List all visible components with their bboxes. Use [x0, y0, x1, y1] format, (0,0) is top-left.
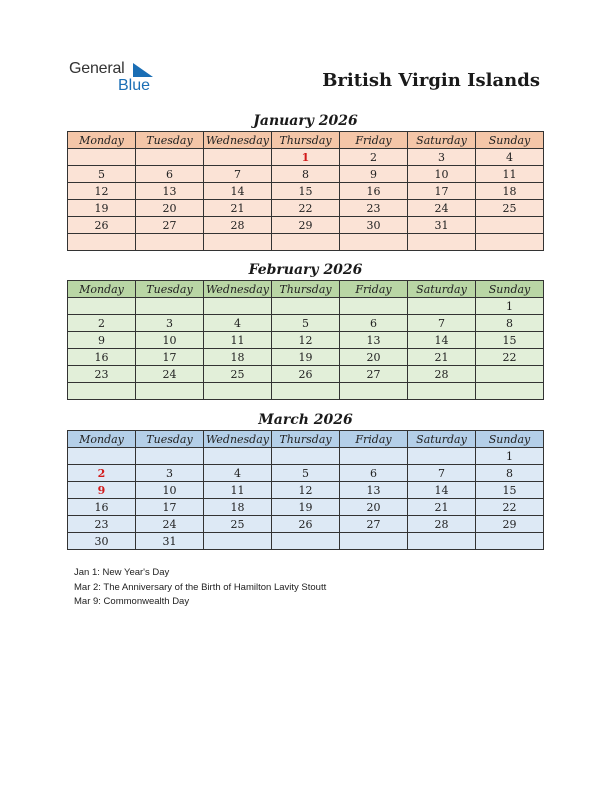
weekday-header: Monday [68, 431, 136, 448]
weekday-header: Thursday [272, 431, 340, 448]
day-cell: 13 [340, 332, 408, 349]
day-cell: 27 [340, 366, 408, 383]
holiday-note: Mar 2: The Anniversary of the Birth of Hamilton Lavity Stoutt [74, 581, 327, 593]
weekday-header: Sunday [476, 431, 544, 448]
day-cell: 16 [68, 499, 136, 516]
day-cell: 12 [272, 332, 340, 349]
day-cell: 25 [204, 516, 272, 533]
week-row [68, 234, 544, 251]
day-cell: 6 [340, 315, 408, 332]
day-cell [476, 234, 544, 251]
day-cell: 28 [408, 366, 476, 383]
day-cell: 13 [136, 183, 204, 200]
weekday-header: Tuesday [136, 281, 204, 298]
day-cell: 18 [476, 183, 544, 200]
day-cell: 27 [340, 516, 408, 533]
weekday-header: Thursday [272, 132, 340, 149]
day-cell [68, 448, 136, 465]
week-row [68, 298, 544, 315]
day-cell: 17 [136, 349, 204, 366]
weekday-header: Friday [340, 431, 408, 448]
day-cell [476, 533, 544, 550]
calendar-table [67, 430, 544, 550]
day-cell: 4 [204, 465, 272, 482]
month-title: February 2026 [248, 262, 363, 278]
weekday-header-row [68, 281, 544, 298]
day-cell: 23 [340, 200, 408, 217]
day-cell: 5 [272, 465, 340, 482]
day-cell [408, 448, 476, 465]
day-cell: 25 [204, 366, 272, 383]
holiday-notes [74, 566, 326, 610]
day-cell: 10 [136, 332, 204, 349]
day-cell: 7 [408, 315, 476, 332]
week-row [68, 349, 544, 366]
day-cell: 10 [136, 482, 204, 499]
day-cell: 18 [204, 349, 272, 366]
day-cell [408, 383, 476, 400]
day-cell: 8 [272, 166, 340, 183]
weekday-header: Saturday [408, 132, 476, 149]
day-cell: 19 [272, 349, 340, 366]
day-cell: 25 [476, 200, 544, 217]
day-cell: 6 [340, 465, 408, 482]
day-cell: 26 [68, 217, 136, 234]
day-cell [68, 298, 136, 315]
day-cell: 31 [136, 533, 204, 550]
day-cell [136, 383, 204, 400]
day-cell: 10 [408, 166, 476, 183]
day-cell: 19 [272, 499, 340, 516]
day-cell: 15 [476, 332, 544, 349]
weekday-header: Saturday [408, 431, 476, 448]
day-cell: 28 [204, 217, 272, 234]
weekday-header: Sunday [476, 281, 544, 298]
week-row [68, 465, 544, 482]
day-cell [408, 298, 476, 315]
day-cell: 2 [68, 315, 136, 332]
day-cell: 9 [340, 166, 408, 183]
day-cell: 30 [340, 217, 408, 234]
day-cell: 23 [68, 366, 136, 383]
week-row [68, 332, 544, 349]
weekday-header: Monday [68, 281, 136, 298]
day-cell: 5 [68, 166, 136, 183]
week-row [68, 217, 544, 234]
month-title: March 2026 [258, 412, 353, 428]
week-row [68, 516, 544, 533]
week-row [68, 482, 544, 499]
day-cell: 1 [272, 149, 340, 166]
day-cell: 3 [136, 315, 204, 332]
week-row [68, 166, 544, 183]
day-cell: 24 [408, 200, 476, 217]
day-cell [476, 217, 544, 234]
weekday-header: Wednesday [204, 281, 272, 298]
day-cell: 29 [476, 516, 544, 533]
day-cell: 26 [272, 366, 340, 383]
week-row [68, 499, 544, 516]
week-row [68, 183, 544, 200]
day-cell [136, 448, 204, 465]
weekday-header: Thursday [272, 281, 340, 298]
day-cell: 20 [136, 200, 204, 217]
weekday-header: Friday [340, 281, 408, 298]
day-cell [408, 234, 476, 251]
day-cell: 8 [476, 465, 544, 482]
month-march [67, 411, 544, 550]
day-cell: 31 [408, 217, 476, 234]
month-january [67, 112, 544, 251]
holiday-note: Mar 9: Commonwealth Day [74, 596, 190, 607]
day-cell: 21 [204, 200, 272, 217]
day-cell: 21 [408, 499, 476, 516]
day-cell: 29 [272, 217, 340, 234]
week-row [68, 315, 544, 332]
day-cell: 14 [204, 183, 272, 200]
week-row [68, 533, 544, 550]
calendar-table [67, 131, 544, 251]
day-cell: 9 [68, 332, 136, 349]
day-cell: 1 [476, 448, 544, 465]
day-cell: 9 [68, 482, 136, 499]
day-cell [476, 383, 544, 400]
weekday-header: Tuesday [136, 431, 204, 448]
holiday-note: Jan 1: New Year's Day [74, 567, 170, 578]
day-cell [68, 234, 136, 251]
logo-flag-icon [133, 63, 153, 77]
day-cell: 22 [476, 349, 544, 366]
day-cell [272, 234, 340, 251]
weekday-header: Monday [68, 132, 136, 149]
day-cell: 20 [340, 499, 408, 516]
day-cell [340, 533, 408, 550]
day-cell: 4 [476, 149, 544, 166]
day-cell: 11 [204, 332, 272, 349]
day-cell: 27 [136, 217, 204, 234]
day-cell: 3 [136, 465, 204, 482]
day-cell: 15 [476, 482, 544, 499]
day-cell: 26 [272, 516, 340, 533]
day-cell [136, 298, 204, 315]
day-cell [68, 383, 136, 400]
day-cell: 22 [476, 499, 544, 516]
day-cell [136, 149, 204, 166]
weekday-header: Saturday [408, 281, 476, 298]
calendar-table [67, 280, 544, 400]
day-cell: 23 [68, 516, 136, 533]
day-cell: 1 [476, 298, 544, 315]
day-cell [272, 448, 340, 465]
day-cell: 7 [204, 166, 272, 183]
day-cell: 16 [340, 183, 408, 200]
day-cell: 3 [408, 149, 476, 166]
day-cell: 16 [68, 349, 136, 366]
day-cell [340, 448, 408, 465]
generalblue-logo [69, 60, 159, 98]
day-cell: 18 [204, 499, 272, 516]
weekday-header-row [68, 132, 544, 149]
weekday-header: Wednesday [204, 132, 272, 149]
weekday-header: Wednesday [204, 431, 272, 448]
week-row [68, 200, 544, 217]
day-cell: 30 [68, 533, 136, 550]
day-cell: 12 [68, 183, 136, 200]
day-cell: 2 [68, 465, 136, 482]
day-cell [272, 533, 340, 550]
day-cell [340, 298, 408, 315]
weekday-header-row [68, 431, 544, 448]
day-cell: 12 [272, 482, 340, 499]
day-cell [204, 448, 272, 465]
day-cell [68, 149, 136, 166]
day-cell: 15 [272, 183, 340, 200]
week-row [68, 448, 544, 465]
day-cell [272, 383, 340, 400]
day-cell: 17 [136, 499, 204, 516]
day-cell: 28 [408, 516, 476, 533]
month-title: January 2026 [253, 113, 358, 129]
month-february [67, 261, 544, 400]
day-cell: 6 [136, 166, 204, 183]
day-cell: 24 [136, 516, 204, 533]
day-cell: 7 [408, 465, 476, 482]
day-cell: 11 [476, 166, 544, 183]
day-cell: 8 [476, 315, 544, 332]
weekday-header: Friday [340, 132, 408, 149]
day-cell: 2 [340, 149, 408, 166]
logo-word-general: General [69, 60, 125, 77]
day-cell [408, 533, 476, 550]
day-cell [204, 383, 272, 400]
day-cell: 20 [340, 349, 408, 366]
day-cell: 19 [68, 200, 136, 217]
day-cell: 21 [408, 349, 476, 366]
weekday-header: Tuesday [136, 132, 204, 149]
day-cell [272, 298, 340, 315]
day-cell: 13 [340, 482, 408, 499]
page-title: British Virgin Islands [322, 70, 540, 91]
logo-word-blue: Blue [118, 77, 151, 94]
day-cell [340, 383, 408, 400]
day-cell [204, 533, 272, 550]
day-cell [204, 234, 272, 251]
week-row [68, 383, 544, 400]
week-row [68, 149, 544, 166]
day-cell: 14 [408, 482, 476, 499]
day-cell [476, 366, 544, 383]
day-cell [136, 234, 204, 251]
weekday-header: Sunday [476, 132, 544, 149]
week-row [68, 366, 544, 383]
day-cell [204, 149, 272, 166]
day-cell: 24 [136, 366, 204, 383]
day-cell: 22 [272, 200, 340, 217]
day-cell: 5 [272, 315, 340, 332]
day-cell: 4 [204, 315, 272, 332]
day-cell [340, 234, 408, 251]
day-cell: 14 [408, 332, 476, 349]
day-cell: 17 [408, 183, 476, 200]
day-cell: 11 [204, 482, 272, 499]
day-cell [204, 298, 272, 315]
